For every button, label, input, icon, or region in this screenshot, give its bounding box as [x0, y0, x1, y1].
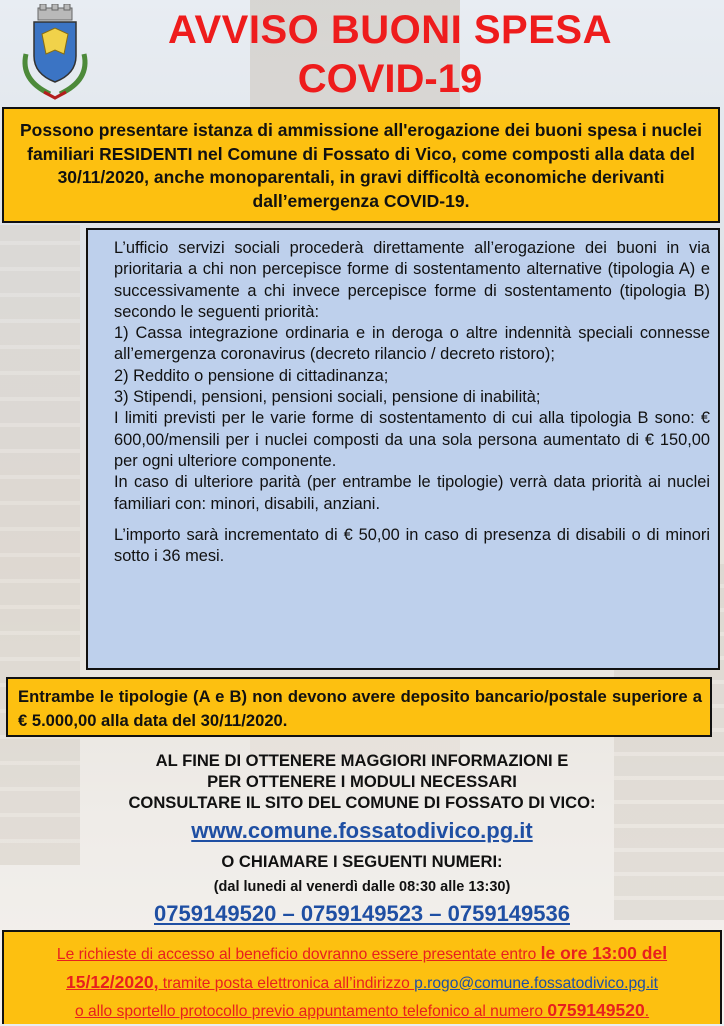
- criteria-item-3: 3) Stipendi, pensioni, pensioni sociali, pensione di inabilità;: [114, 388, 541, 407]
- footer-email-link[interactable]: p.rogo@comune.fossatodivico.pg.it: [414, 974, 658, 992]
- page-title: AVVISO BUONI SPESA: [168, 8, 612, 52]
- criteria-item-1: 1) Cassa integrazione ordinaria e in deroga o altre indennità speciali connesse all’emergenza coronavirus (decreto rilancio / decreto ristoro);: [114, 324, 710, 364]
- criteria-box: [86, 228, 720, 670]
- info-heading: [70, 750, 654, 813]
- footer-text-3: o allo sportello protocollo previo appuntamento telefonico al numero: [74, 1003, 548, 1020]
- phone-numbers-link[interactable]: 0759149520 – 0759149523 – 0759149536: [154, 901, 570, 926]
- criteria-intro: L’ufficio servizi sociali procederà direttamente all’erogazione dei buoni in via prioritaria a chi non percepisce forme di sostentamento alternative (tipologia A) e successivamente a chi invece percepisce forme di sostentamento (tipologia B) secondo le seguenti priorità:: [114, 239, 710, 321]
- municipal-crest-icon: [14, 4, 96, 102]
- criteria-limits: I limiti previsti per le varie forme di sostentamento di cui alla tipologia B sono: € 600,00/mensili per i nuclei composti da una sola persona aumentato di € 150,00 per ogni ulteriore componente.: [114, 409, 710, 470]
- footer-deadline-date: 15/12/2020,: [66, 971, 159, 992]
- footer-deadline-time: le ore 13:00 del: [540, 943, 668, 963]
- footer-phone[interactable]: 0759149520: [547, 1000, 645, 1020]
- intro-box: Possono presentare istanza di ammissione all'erogazione dei buoni spesa i nuclei familiari RESIDENTI nel Comune di Fossato di Vico, come composti alla data del 30/11/2020, anche monoparentali, in gravi difficoltà economiche derivanti dall’emergenza COVID-19.: [2, 107, 720, 223]
- info-line-2: PER OTTENERE I MODULI NECESSARI: [207, 772, 517, 791]
- info-line-3: CONSULTARE IL SITO DEL COMUNE DI FOSSATO DI VICO:: [128, 793, 596, 812]
- footer-text-2: tramite posta elettronica all’indirizzo: [158, 974, 415, 992]
- website-link[interactable]: www.comune.fossatodivico.pg.it: [191, 818, 533, 843]
- office-hours: (dal lunedi al venerdì dalle 08:30 alle 13:30): [213, 879, 511, 895]
- footer-box: [2, 930, 722, 1024]
- footer-end: .: [644, 1003, 650, 1020]
- page-subtitle: COVID-19: [297, 57, 483, 101]
- deposit-box: Entrambe le tipologie (A e B) non devono avere deposito bancario/postale superiore a € 5.000,00 alla data del 30/11/2020.: [6, 677, 712, 737]
- background-wall-left: [0, 225, 80, 865]
- info-line-1: AL FINE DI OTTENERE MAGGIORI INFORMAZIONI E: [155, 751, 569, 770]
- footer-text-1: Le richieste di accesso al beneficio dovranno essere presentate entro: [56, 946, 541, 963]
- criteria-item-2: 2) Reddito o pensione di cittadinanza;: [114, 366, 389, 385]
- criteria-parity: In caso di ulteriore parità (per entrambe le tipologie) verrà data priorità ai nuclei familiari con: minori, disabili, anziani.: [114, 473, 710, 513]
- call-heading: O CHIAMARE I SEGUENTI NUMERI:: [221, 852, 503, 871]
- criteria-increment: L’importo sarà incrementato di € 50,00 in caso di presenza di disabili o di minori sotto i 36 mesi.: [114, 525, 710, 566]
